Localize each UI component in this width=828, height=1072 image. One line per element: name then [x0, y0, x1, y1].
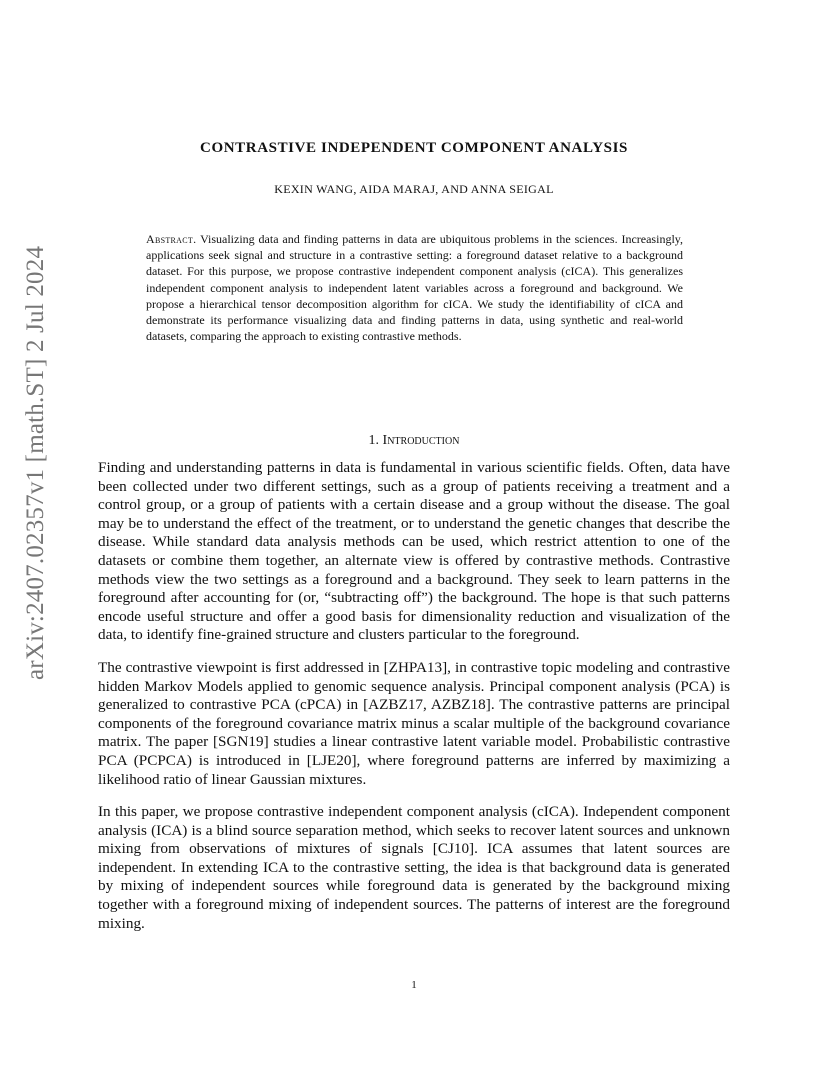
paragraph: In this paper, we propose contrastive independent component analysis (cICA). Independent component analysis (ICA) is a blind source separation method, which seeks to recover latent sources and unknown mixing from observations of mixtures of signals [CJ10]. ICA assumes that latent sources are independent. In extending ICA to the contrastive setting, the idea is that background data is generated by mixing of independent sources while foreground data is generated by the background mixing together with a foreground mixing of independent sources. The patterns of interest are the foreground mixing.: [98, 803, 730, 932]
section-title: Introduction: [382, 433, 460, 448]
page-number: 1: [411, 979, 417, 991]
arxiv-sidebar: [22, 245, 49, 680]
paragraph: The contrastive viewpoint is first addressed in [ZHPA13], in contrastive topic modeling and contrastive hidden Markov Models applied to genomic sequence analysis. Principal component analysis (PCA) is generalized to contrastive PCA (cPCA) in [AZBZ17, AZBZ18]. The contrastive patterns are principal components of the foreground covariance matrix minus a scalar multiple of the background covariance matrix. The paper [SGN19] studies a linear contrastive latent variable model. Probabilistic contrastive PCA (PCPCA) is introduced in [LJE20], where foreground patterns are inferred by maximizing a likelihood ratio of linear Gaussian mixtures.: [98, 658, 730, 788]
section-heading: [98, 433, 730, 449]
arxiv-identifier: arXiv:2407.02357v1 [math.ST] 2 Jul 2024: [22, 245, 49, 680]
body-text: [98, 459, 730, 947]
paragraph: Finding and understanding patterns in data is fundamental in various scientific fields. Often, data have been collected under two different settings, such as a group of patients receiving a treatment and a control group, or a group of patients with a certain disease and a group without the disease. The goal may be to understand the effect of the treatment, or to understand the genetic changes that describe the disease. While standard data analysis methods can be used, which restrict attention to one of the datasets or combine them together, an alternate view is offered by contrastive methods. Contrastive methods view the two settings as a foreground and a background. They seek to learn patterns in the foreground after accounting for (or, “subtracting off”) the background. The hope is that such patterns encode useful structure and offer a good basis for dimensionality reduction and visualization of the data, to identify fine-grained structure and clusters particular to the foreground.: [98, 459, 730, 644]
section-number: 1.: [368, 433, 380, 448]
abstract-heading: Abstract.: [146, 232, 197, 246]
paper-authors: KEXIN WANG, AIDA MARAJ, AND ANNA SEIGAL: [274, 182, 554, 196]
abstract: [146, 231, 683, 344]
paper-title: CONTRASTIVE INDEPENDENT COMPONENT ANALYSIS: [200, 140, 628, 156]
abstract-text: Visualizing data and finding patterns in data are ubiquitous problems in the sciences. Increasingly, applications seek signal and structure in a contrastive setting: a foreground dataset relative to a background dataset. For this purpose, we propose contrastive independent component analysis (cICA). This generalizes independent component analysis to independent latent variables across a foreground and background. We propose a hierarchical tensor decomposition algorithm for cICA. We study the identifiability of cICA and demonstrate its performance visualizing data and finding patterns in data, using synthetic and real-world datasets, comparing the approach to existing contrastive methods.: [146, 232, 683, 344]
